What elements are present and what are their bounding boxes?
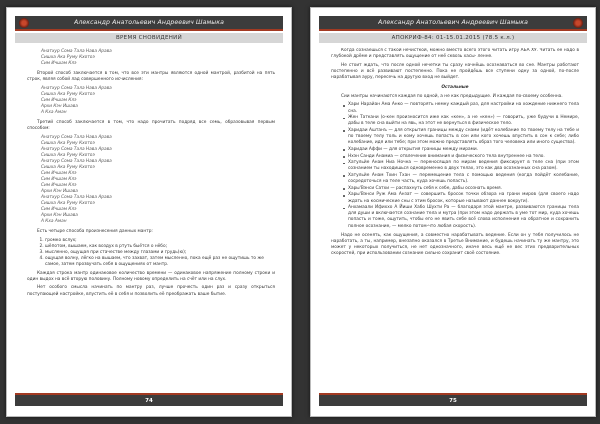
list-item: Харидаи Аштанъ — для открытия границы между снами (идёт колебание по твоему телу на тебе и по твоему телу толь и кому хочешь попасть в сон или кого хочешь впустить в сон к себе; либо колебание, идя или тебе; при этом можно представлять образ того человека или иного существа). bbox=[343, 128, 579, 146]
mantra-line: Сишха Ака Руму Кхотоэ bbox=[41, 200, 95, 206]
mantra-line: Сишха Ака Руму Кхотоэ bbox=[41, 164, 95, 170]
subheader-bar bbox=[15, 33, 283, 43]
list-item: Хатульйе Анам Ниа Ночна — переносящая по мирам ведения фиксирует в теле сна (при этом сознанием ты находишься одновременно в двух телах, это как два осознанных сна разом). bbox=[343, 160, 579, 172]
page-number: 74 bbox=[145, 397, 153, 404]
subheader-title: АПОКРИФ-84: 01-15.01.2015 (78.5 к.л.) bbox=[391, 35, 515, 41]
section-title: Остальные bbox=[441, 84, 469, 90]
page-body bbox=[331, 48, 579, 382]
mantra-block bbox=[41, 135, 275, 225]
emblem-icon bbox=[573, 18, 583, 28]
left-page bbox=[6, 7, 292, 417]
list-item: 3. мысленно, ощущая при стачестве между глазами и грудь(ю); bbox=[45, 250, 275, 256]
list-item: 4. ощущая волну, лёгко на вышаем, что захват, затем мысленно, пока ещё раз не ощутишь то же самое, затем прозвучать себя в ощущениях от мантр. bbox=[45, 256, 275, 268]
paragraph: Когда сознаешься с такой нечисткой, можно вместо всего этого читать игру АБА ХУ. Читать её надо в глубокой дрёме и представлять ощущение от неё сквозь хасы- ленне. bbox=[331, 48, 579, 60]
page-body bbox=[27, 48, 275, 382]
list-item: Хары'Вэнси Руж Ама Анзат — совершить бросок точки обзора на грани миров (для своего надо ждать на космические сны с этим бросок, которые называют даннее вокруги). bbox=[343, 192, 579, 204]
mantra-block bbox=[41, 86, 275, 116]
list-item: Анхамаали Ифиххо А Йиши Хабо Шухти Ра — благодаря этой мантре, развиваются границы тела для души и включается сознание тела и мутра (при этом надо держать в уме тот мир, куда хочешь попасть и тоже, ощутить, чтобы его не явить себе всё слова исполнения на обратное и сохранить полное осознание, — мелко потом-что любая скорость). bbox=[343, 205, 579, 229]
methods-list bbox=[45, 238, 275, 268]
mantra-line: Анатхур Сома Тала Нава Арава bbox=[41, 49, 112, 54]
mantra-line: Архи Кэн Ишава bbox=[41, 103, 78, 109]
list-item: Жен Таткани (о-кен произносится иже как «кен», а не «кен») — говорить, уже будучи в Немире, дабы в теле сна выйти на явь, на этот не вернуться в физическое тело. bbox=[343, 115, 579, 127]
mantra-line: Сим Ичшам Клэ bbox=[41, 176, 77, 182]
paragraph: Второй способ заключается в том, что все эти мантры являются одной мантрой, разбитой на пять строк, являя собой лад совершенного исчисления: bbox=[27, 71, 275, 83]
mantra-line: А Кха Аман bbox=[41, 109, 67, 115]
list-item: 2. шёпотом, вышаем, как воздух в ртуть быётся о нёбо; bbox=[45, 244, 275, 250]
paragraph: Не стоит ждать, что после одной нечетки ты сразу начнёшь осознаваться во сне. Мантры работают постепенно и всё развивают постепенно. Пока не пройдёшь все ступени одну за одной, по-после нарабатывая ауру, пересечь на другую вход не выйдет. bbox=[331, 62, 579, 81]
list-item: Нхэн Санди Анамиа — отвлечение внимания и физического тела внутреннее на тело. bbox=[343, 154, 579, 160]
mantra-line: Анатхур Сома Тала Нава Арава bbox=[41, 194, 112, 200]
mantra-line: Анатхур Сома Тала Нава Арава bbox=[41, 158, 112, 164]
subheader-bar bbox=[319, 33, 587, 43]
mantra-line: Анатхур Сома Тала Нава Арава bbox=[41, 146, 112, 152]
mantra-line: Архи Кэн Ишава bbox=[41, 188, 78, 194]
right-page bbox=[310, 7, 596, 417]
mantra-line: Сим Ичшам Клэ bbox=[41, 182, 77, 188]
paragraph: Есть четыре способа произнесения данных мантр: bbox=[37, 228, 153, 234]
mantra-line: Сим Ичшам Клэ bbox=[41, 97, 77, 103]
page-number: 75 bbox=[449, 397, 457, 404]
paragraph: Надо не осенять, как ощущения, а совместно нарабатывать ведение. Если он у тебя получилось не наработать, а ты, например, внезапно оказался в Третье Внимание, и будешь начинать ту же мантру, это может у некоторых получиться, не нет однозначного, иначе весь ещё не вес этих предварительных скоростей, при использовании сознание сильно сохранит своё состояние. bbox=[331, 232, 579, 257]
paragraph: Сии мантры начинаются каждая по одной, а не как предыдущие. И каждая по-своему особенна. bbox=[341, 93, 563, 99]
mantra-line: Сишха Ака Руму Кхотоэ bbox=[41, 140, 95, 146]
header-bar bbox=[319, 16, 587, 31]
paragraph: Третий способ заключается в том, что надо прочитать подряд все семь, образовывая первым способом: bbox=[27, 119, 275, 132]
list-item: Хатульйе Анам Тхин Тхан — перемещение тела с помощью ведения (когда пойдёт колебание, сосредоточься на теле часть, куда хочешь попасть). bbox=[343, 173, 579, 185]
mantra-line: Сим Ичшам Клэ bbox=[41, 170, 77, 176]
mantra-line: А Кха Аман bbox=[41, 218, 67, 224]
list-item: Хари Нарайан Ама Анко — повторять немну каждый раз, для настройки на хождение нижнего тела сна. bbox=[343, 102, 579, 114]
paragraph: Каждая строка мантр одинаковое количество времени — одинаковое напряжение полному строки и один выдох на всё вторую половину. Полному новому определить на счёт или на слух. bbox=[27, 270, 275, 282]
header-title: Александр Анатольевич Андреевич Шамыка bbox=[378, 19, 528, 26]
list-item: 1. громко вслух; bbox=[45, 238, 275, 244]
header-bar bbox=[15, 16, 283, 31]
list-item: Хары'Вэнси Сатхи — распахнуть себя к себе, дабы осознать время. bbox=[343, 186, 579, 192]
mantra-line: Сим Ичшам Клэ bbox=[41, 206, 77, 212]
paragraph: Нет особого смысла начинать по мантру раз, лучше прочесть один раз и сразу открыться поступающей настройке, впустить её в себя и позволить её преображать ваше бытие. bbox=[27, 285, 275, 297]
mantra-line: Сишха Ака Руму Кхотоэ bbox=[41, 55, 95, 60]
subheader-title: ВРЕМЯ СНОВИДЕНИЙ bbox=[115, 35, 182, 41]
mantra-line: Анатхур Сома Тала Нава Арава bbox=[41, 85, 112, 91]
header-title: Александр Анатольевич Андреевич Шамыка bbox=[74, 19, 224, 26]
list-item: Харидаи Аффи — для открытия границы между мирами. bbox=[343, 147, 579, 153]
emblem-icon bbox=[19, 18, 29, 28]
mantra-list bbox=[343, 102, 579, 229]
mantra-line: Архи Кэн Ишава bbox=[41, 212, 78, 218]
footer-bar bbox=[15, 393, 283, 406]
footer-bar bbox=[319, 393, 587, 406]
mantra-block bbox=[41, 49, 275, 67]
mantra-line: Сим Ичшам Клэ bbox=[41, 61, 77, 66]
mantra-line: Сишха Ака Руму Кхотоэ bbox=[41, 152, 95, 158]
mantra-line: Анатхур Сома Тала Нава Арава bbox=[41, 134, 112, 140]
mantra-line: Сишха Ака Руму Кхотоэ bbox=[41, 91, 95, 97]
